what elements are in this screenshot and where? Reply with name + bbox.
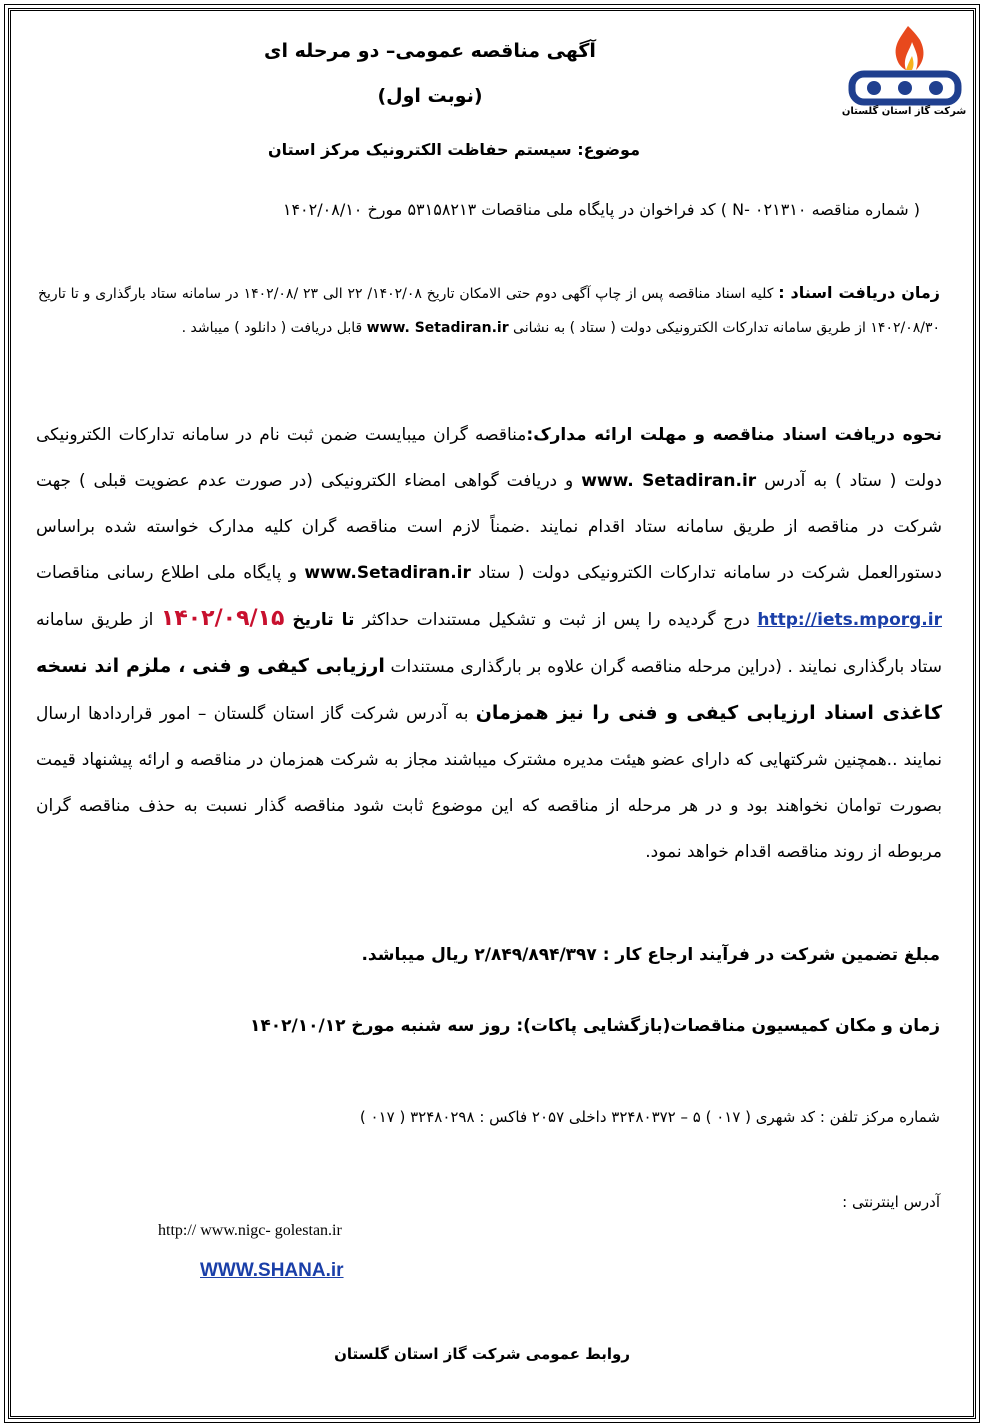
procedure-text-6: به آدرس شرکت گاز استان گلستان – امور قراردادها ارسال نمایند ..همچنین شرکتهایی که دارای عضو هیئت مدیره مشترک میباشند مجاز به شرکت همزمان در مناقصه و ارائه پیشنهاد قیمت بصورت توامان نخواهند بود و در هر مرحله از مناقصه که این موضوع ثابت شود مناقصه گذار نسبت به حذف مناقصه گران مربوطه از روند مناقصه اقدام خواهد نمود. [36, 704, 942, 862]
procedure-text-2: و دریافت گواهی امضاء الکترونیکی (در صورت عدم عضویت قبلی ) جهت شرکت در مناقصه از طریق سامانه ستاد اقدام نمایند .ضمناً لازم است مناقصه گران کلیه مدارک خواسته شده براساس دستورالعمل شرکت در سامانه تدارکات الکترونیکی دولت ( ستاد [36, 471, 942, 583]
shana-url[interactable]: WWW.SHANA.ir [200, 1260, 344, 1281]
receive-documents-label: زمان دریافت اسناد : [778, 283, 941, 302]
commission-line [250, 1016, 940, 1036]
phone-line: شماره مرکز تلفن : کد شهری ( ۰۱۷ ) ۵ – ۳۲۴۸۰۳۷۲ داخلی ۲۰۵۷ فاکس : ۳۲۴۸۰۲۹۸ ( ۰۱۷ ) [359, 1108, 940, 1126]
setadiran-site[interactable]: www. Setadiran.ir [366, 320, 509, 336]
procedure-paragraph [36, 412, 942, 875]
receive-documents-paragraph [38, 276, 940, 345]
logo-caption: شرکت گاز استان گلستان [841, 106, 967, 117]
setadiran-site-link-1[interactable]: www. Setadiran.ir [581, 471, 757, 491]
internet-address-label: آدرس اینترنتی : [842, 1193, 940, 1211]
receive-documents-text-a: کلیه اسناد مناقصه پس از چاپ آگهی دوم حتی الامکان تاریخ ۱۴۰۲/۰۸/ ۲۲ الی ۲۳ /۱۴۰۲/۰۸ در سامانه ستاد بارگذاری و تا تاریخ ۱۴۰۲/۰۸/۳۰ از طریق سامانه تدارکات الکترونیکی دولت ( ستاد ) به نشانی [38, 286, 940, 336]
commission-text: روز سه شنبه مورخ ۱۴۰۲/۱۰/۱۲ [250, 1016, 517, 1036]
iets-link[interactable]: http://iets.mporg.ir [757, 610, 942, 630]
guarantee-label: مبلغ تضمین شرکت در فرآیند ارجاع کار : [602, 945, 940, 965]
nigc-golestan-url[interactable]: http:// www.nigc- golestan.ir [158, 1222, 342, 1239]
public-relations-footer: روابط عمومی شرکت گاز استان گلستان [334, 1345, 630, 1363]
notice-subject: موضوع: سیستم حفاظت الکترونیک مرکز استان [268, 140, 640, 159]
procedure-bold-requirement: ارزیابی کیفی و فنی ، ملزم اند نسخه کاغذی اسناد ارزیابی کیفی و فنی را نیز همزمان [36, 655, 942, 724]
notice-title: آگهی مناقصه عمومی– دو مرحله ای [264, 40, 596, 62]
deadline-date: ۱۴۰۲/۰۹/۱۵ [160, 606, 285, 631]
procedure-text-1: مناقصه گران میبایست ضمن ثبت نام در سامانه تدارکات الکترونیکی دولت ( ستاد ) به آدرس [36, 425, 942, 491]
setadiran-site-link-2[interactable]: www.Setadiran.ir [304, 563, 471, 583]
guarantee-suffix: ریال میباشد. [361, 945, 469, 965]
notice-round: (نوبت اول) [377, 85, 483, 107]
procedure-text-5: از طریق سامانه ستاد بارگذاری نمایند . (دراین مرحله مناقصه گران علاوه بر بارگذاری مستندات [36, 610, 942, 677]
tender-number-line: ( شماره مناقصه N- ۰۲۱۳۱۰ ) کد فراخوان در پایگاه ملی مناقصات ۵۳۱۵۸۲۱۳ مورخ ۱۴۰۲/۰۸/۱۰ [282, 200, 920, 219]
deadline-prefix: تا تاریخ [284, 610, 363, 630]
procedure-label: نحوه دریافت اسناد مناقصه و مهلت ارائه مدارک: [526, 425, 943, 445]
receive-documents-text-b: قابل دریافت ( دانلود ) میباشد . [181, 320, 367, 336]
guarantee-amount: ۲/۸۴۹/۸۹۴/۳۹۷ [468, 945, 603, 965]
commission-label: زمان و مکان کمیسیون مناقصات(بازگشایی پاکات): [516, 1016, 940, 1036]
guarantee-line [300, 945, 940, 965]
procedure-text-4: درج گردیده را پس از ثبت و تشکیل مستندات حداکثر [362, 610, 758, 630]
procedure-text-3: و پایگاه ملی اطلاع رسانی مناقصات [36, 563, 305, 583]
